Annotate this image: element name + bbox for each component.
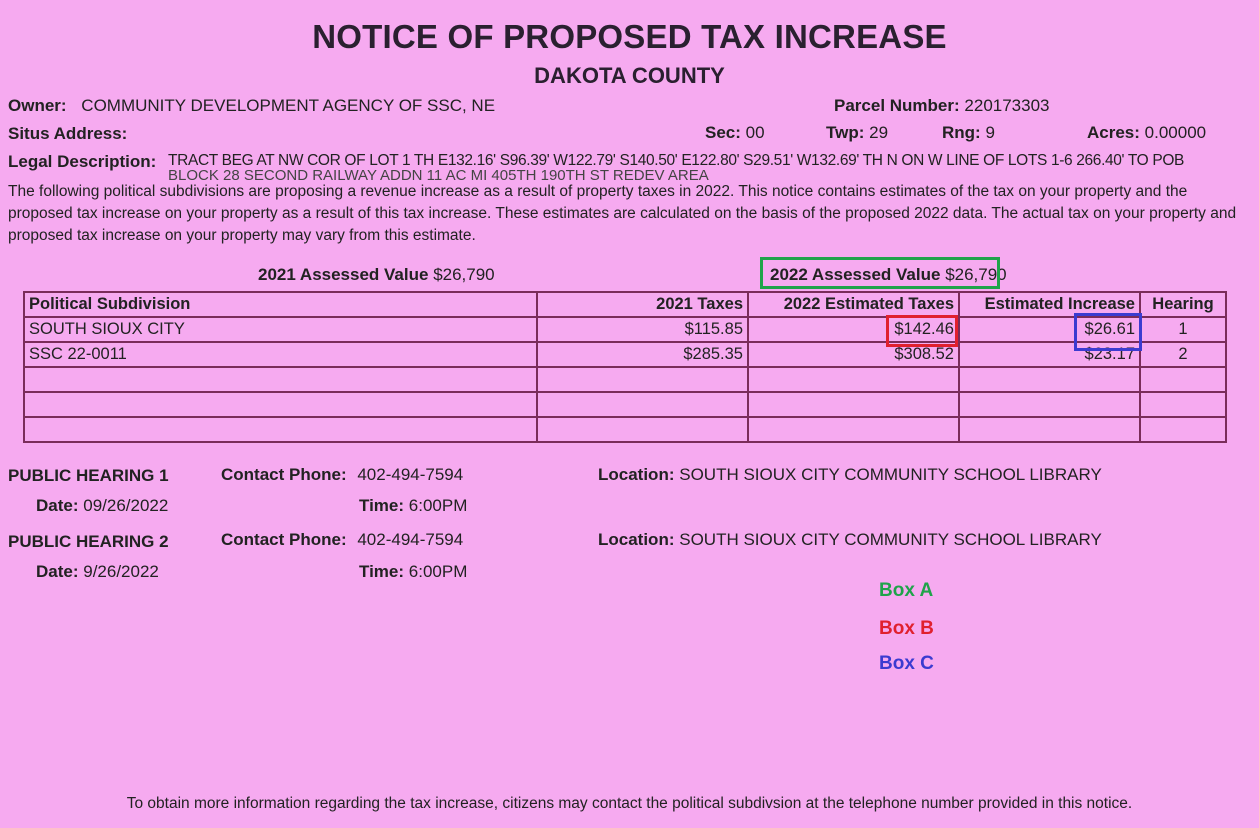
rng-field [942, 123, 995, 143]
row1-increase: $26.61 [959, 317, 1140, 342]
acres-label: Acres: [1087, 123, 1140, 142]
owner-value: COMMUNITY DEVELOPMENT AGENCY OF SSC, NE [81, 96, 496, 115]
row2-hearing: 2 [1140, 342, 1226, 367]
twp-field [826, 123, 888, 143]
row1-2022-taxes: $142.46 [748, 317, 959, 342]
table-header-row [24, 292, 1226, 317]
assessed-2021-label: 2021 Assessed Value [258, 265, 429, 284]
parcel-row [834, 96, 1050, 116]
hearing2-time-value: 6:00PM [408, 562, 468, 581]
hearing1-location [598, 465, 1102, 485]
box-a-highlight [760, 257, 1000, 289]
hearing2-date-label: Date: [36, 562, 79, 581]
footer-note: To obtain more information regarding the tax increase, citizens may contact the political subdivsion at the telephone number provided in this notice. [126, 795, 1133, 812]
row1-2021-taxes: $115.85 [537, 317, 748, 342]
table-row [24, 317, 1226, 342]
assessed-2021 [258, 265, 495, 285]
row1-subdivision: SOUTH SIOUX CITY [24, 317, 537, 342]
hearing1-date-label: Date: [36, 496, 79, 515]
hearing2-location-label: Location: [598, 530, 675, 549]
box-b-highlight [886, 315, 958, 347]
legal-label: Legal Description: [8, 152, 157, 171]
situs-label: Situs Address: [8, 124, 128, 143]
assessed-2021-value: $26,790 [433, 265, 495, 284]
row2-2022-taxes: $308.52 [748, 342, 959, 367]
hearing1-location-label: Location: [598, 465, 675, 484]
hearing2-phone-value: 402-494-7594 [357, 530, 464, 549]
acres-field [1087, 123, 1206, 143]
rng-value: 9 [985, 123, 995, 142]
owner-label: Owner: [8, 96, 67, 115]
twp-value: 29 [869, 123, 889, 142]
hearing1-phone-label: Contact Phone: [221, 465, 347, 484]
assessed-2022-label: 2022 Assessed Value [770, 265, 941, 284]
row2-subdivision: SSC 22-0011 [24, 342, 537, 367]
table-row [24, 342, 1226, 367]
legal-overflow-text: BLOCK 28 SECOND RAILWAY ADDN 11 AC MI 405TH 190TH ST REDEV AREA [168, 167, 709, 184]
row2-2021-taxes: $285.35 [537, 342, 748, 367]
hearing1-date-value: 09/26/2022 [83, 496, 169, 515]
sec-label: Sec: [705, 123, 741, 142]
box-a-label: Box A [879, 580, 934, 601]
tax-table [23, 291, 1227, 443]
hearing1-phone [221, 465, 463, 485]
parcel-value: 220173303 [964, 96, 1050, 115]
county-name: DAKOTA COUNTY [534, 63, 725, 88]
sec-field [705, 123, 765, 143]
hearing1-phone-value: 402-494-7594 [357, 465, 464, 484]
hearing2-location [598, 530, 1102, 550]
hearing1-time-value: 6:00PM [408, 496, 468, 515]
header-political-subdivision: Political Subdivision [24, 292, 537, 317]
hearing2-date-value: 9/26/2022 [83, 562, 159, 581]
box-c-highlight [1074, 313, 1142, 351]
legal-value: TRACT BEG AT NW COR OF LOT 1 TH E132.16' S96.39' W122.79' S140.50' E122.80' S29.51' W132.69' TH N ON W LINE OF LOTS 1-6 266.40' TO POB [168, 152, 1185, 169]
parcel-label: Parcel Number: [834, 96, 960, 115]
box-b-label: Box B [879, 618, 934, 639]
table-row-empty [24, 392, 1226, 417]
header-2021-taxes: 2021 Taxes [537, 292, 748, 317]
notice-title: NOTICE OF PROPOSED TAX INCREASE [312, 18, 947, 55]
hearing1-title: PUBLIC HEARING 1 [8, 466, 169, 485]
acres-value: 0.00000 [1144, 123, 1207, 142]
hearing1-time-label: Time: [359, 496, 405, 515]
assessed-2022-value: $26,790 [945, 265, 1007, 284]
hearing2-phone [221, 530, 463, 550]
hearing1-time [359, 496, 467, 516]
header-2022-estimated-taxes: 2022 Estimated Taxes [748, 292, 959, 317]
hearing1-location-value: SOUTH SIOUX CITY COMMUNITY SCHOOL LIBRARY [679, 465, 1102, 484]
intro-paragraph: The following political subdivisions are proposing a revenue increase as a result of property taxes in 2022. This notice contains estimates of the tax on your property and the proposed tax increase on your property as a result of this tax increase. These estimates are calculated on the basis of the proposed 2022 data. The actual tax on your property and proposed tax increase on your property may vary from this estimate. [8, 183, 1237, 244]
hearing2-time-label: Time: [359, 562, 405, 581]
owner-row [8, 96, 495, 116]
hearing1-date [36, 496, 168, 516]
hearing2-date [36, 562, 159, 582]
sec-value: 00 [745, 123, 765, 142]
header-estimated-increase: Estimated Increase [959, 292, 1140, 317]
hearing2-location-value: SOUTH SIOUX CITY COMMUNITY SCHOOL LIBRARY [679, 530, 1102, 549]
row1-hearing: 1 [1140, 317, 1226, 342]
hearing2-phone-label: Contact Phone: [221, 530, 347, 549]
table-row-empty [24, 417, 1226, 442]
hearing2-title: PUBLIC HEARING 2 [8, 532, 169, 551]
table-row-empty [24, 367, 1226, 392]
hearing2-time [359, 562, 467, 582]
row2-increase: $23.17 [959, 342, 1140, 367]
box-c-label: Box C [879, 653, 934, 674]
header-hearing: Hearing [1140, 292, 1226, 317]
twp-label: Twp: [826, 123, 865, 142]
rng-label: Rng: [942, 123, 981, 142]
